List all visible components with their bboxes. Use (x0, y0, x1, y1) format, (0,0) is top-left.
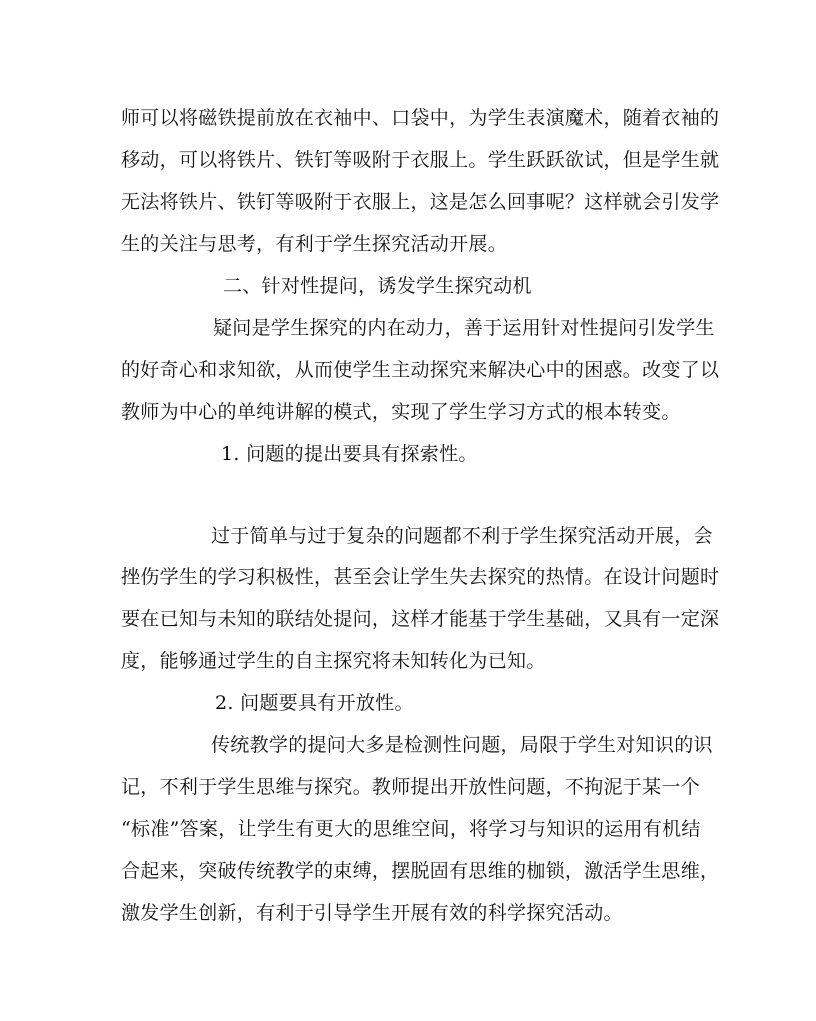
paragraph-2-line-2: 的好奇心和求知欲，从而使学生主动探究来解决心中的困惑。改变了以 (121, 359, 720, 381)
paragraph-1-line-1: 师可以将磁铁提前放在衣袖中、口袋中，为学生表演魔术，随着衣袖的 (121, 107, 720, 129)
paragraph-4-line-4: 合起来，突破传统教学的束缚，摆脱固有思维的枷锁，激活学生思维， (121, 860, 720, 882)
paragraph-1-line-4: 生的关注与思考，有利于学生探究活动开展。 (121, 233, 508, 255)
paragraph-3-line-3: 要在已知与未知的联结处提问，这样才能基于学生基础，又具有一定深 (121, 608, 720, 630)
paragraph-2-line-1: 疑问是学生探究的内在动力，善于运用针对性提问引发学生 (213, 317, 715, 339)
paragraph-3-line-2: 挫伤学生的学习积极性，甚至会让学生失去探究的热情。在设计问题时 (121, 566, 720, 588)
paragraph-1-line-2: 移动，可以将铁片、铁钉等吸附于衣服上。学生跃跃欲试，但是学生就 (121, 149, 720, 171)
subheading-1: 1. 问题的提出要具有探索性。 (221, 443, 478, 465)
paragraph-4-line-5: 激发学生创新，有利于引导学生开展有效的科学探究活动。 (121, 902, 623, 924)
section-2-heading: 二、针对性提问，诱发学生探究动机 (223, 275, 532, 297)
paragraph-3-line-4: 度，能够通过学生的自主探究将未知转化为已知。 (121, 650, 546, 672)
paragraph-2-line-3: 教师为中心的单纯讲解的模式，实现了学生学习方式的根本转变。 (121, 401, 681, 423)
subheading-2: 2. 问题要具有开放性。 (215, 692, 414, 714)
paragraph-4-line-1: 传统教学的提问大多是检测性问题，局限于学生对知识的识 (211, 734, 713, 756)
paragraph-4-line-2: 记，不利于学生思维与探究。教师提出开放性问题，不拘泥于某一个 (121, 776, 701, 798)
paragraph-4-line-3: “标准”答案，让学生有更大的思维空间，将学习与知识的运用有机结 (121, 818, 701, 840)
paragraph-3-line-1: 过于简单与过于复杂的问题都不利于学生探究活动开展，会 (211, 525, 713, 547)
paragraph-1-line-3: 无法将铁片、铁钉等吸附于衣服上，这是怎么回事呢？这样就会引发学 (121, 191, 720, 213)
